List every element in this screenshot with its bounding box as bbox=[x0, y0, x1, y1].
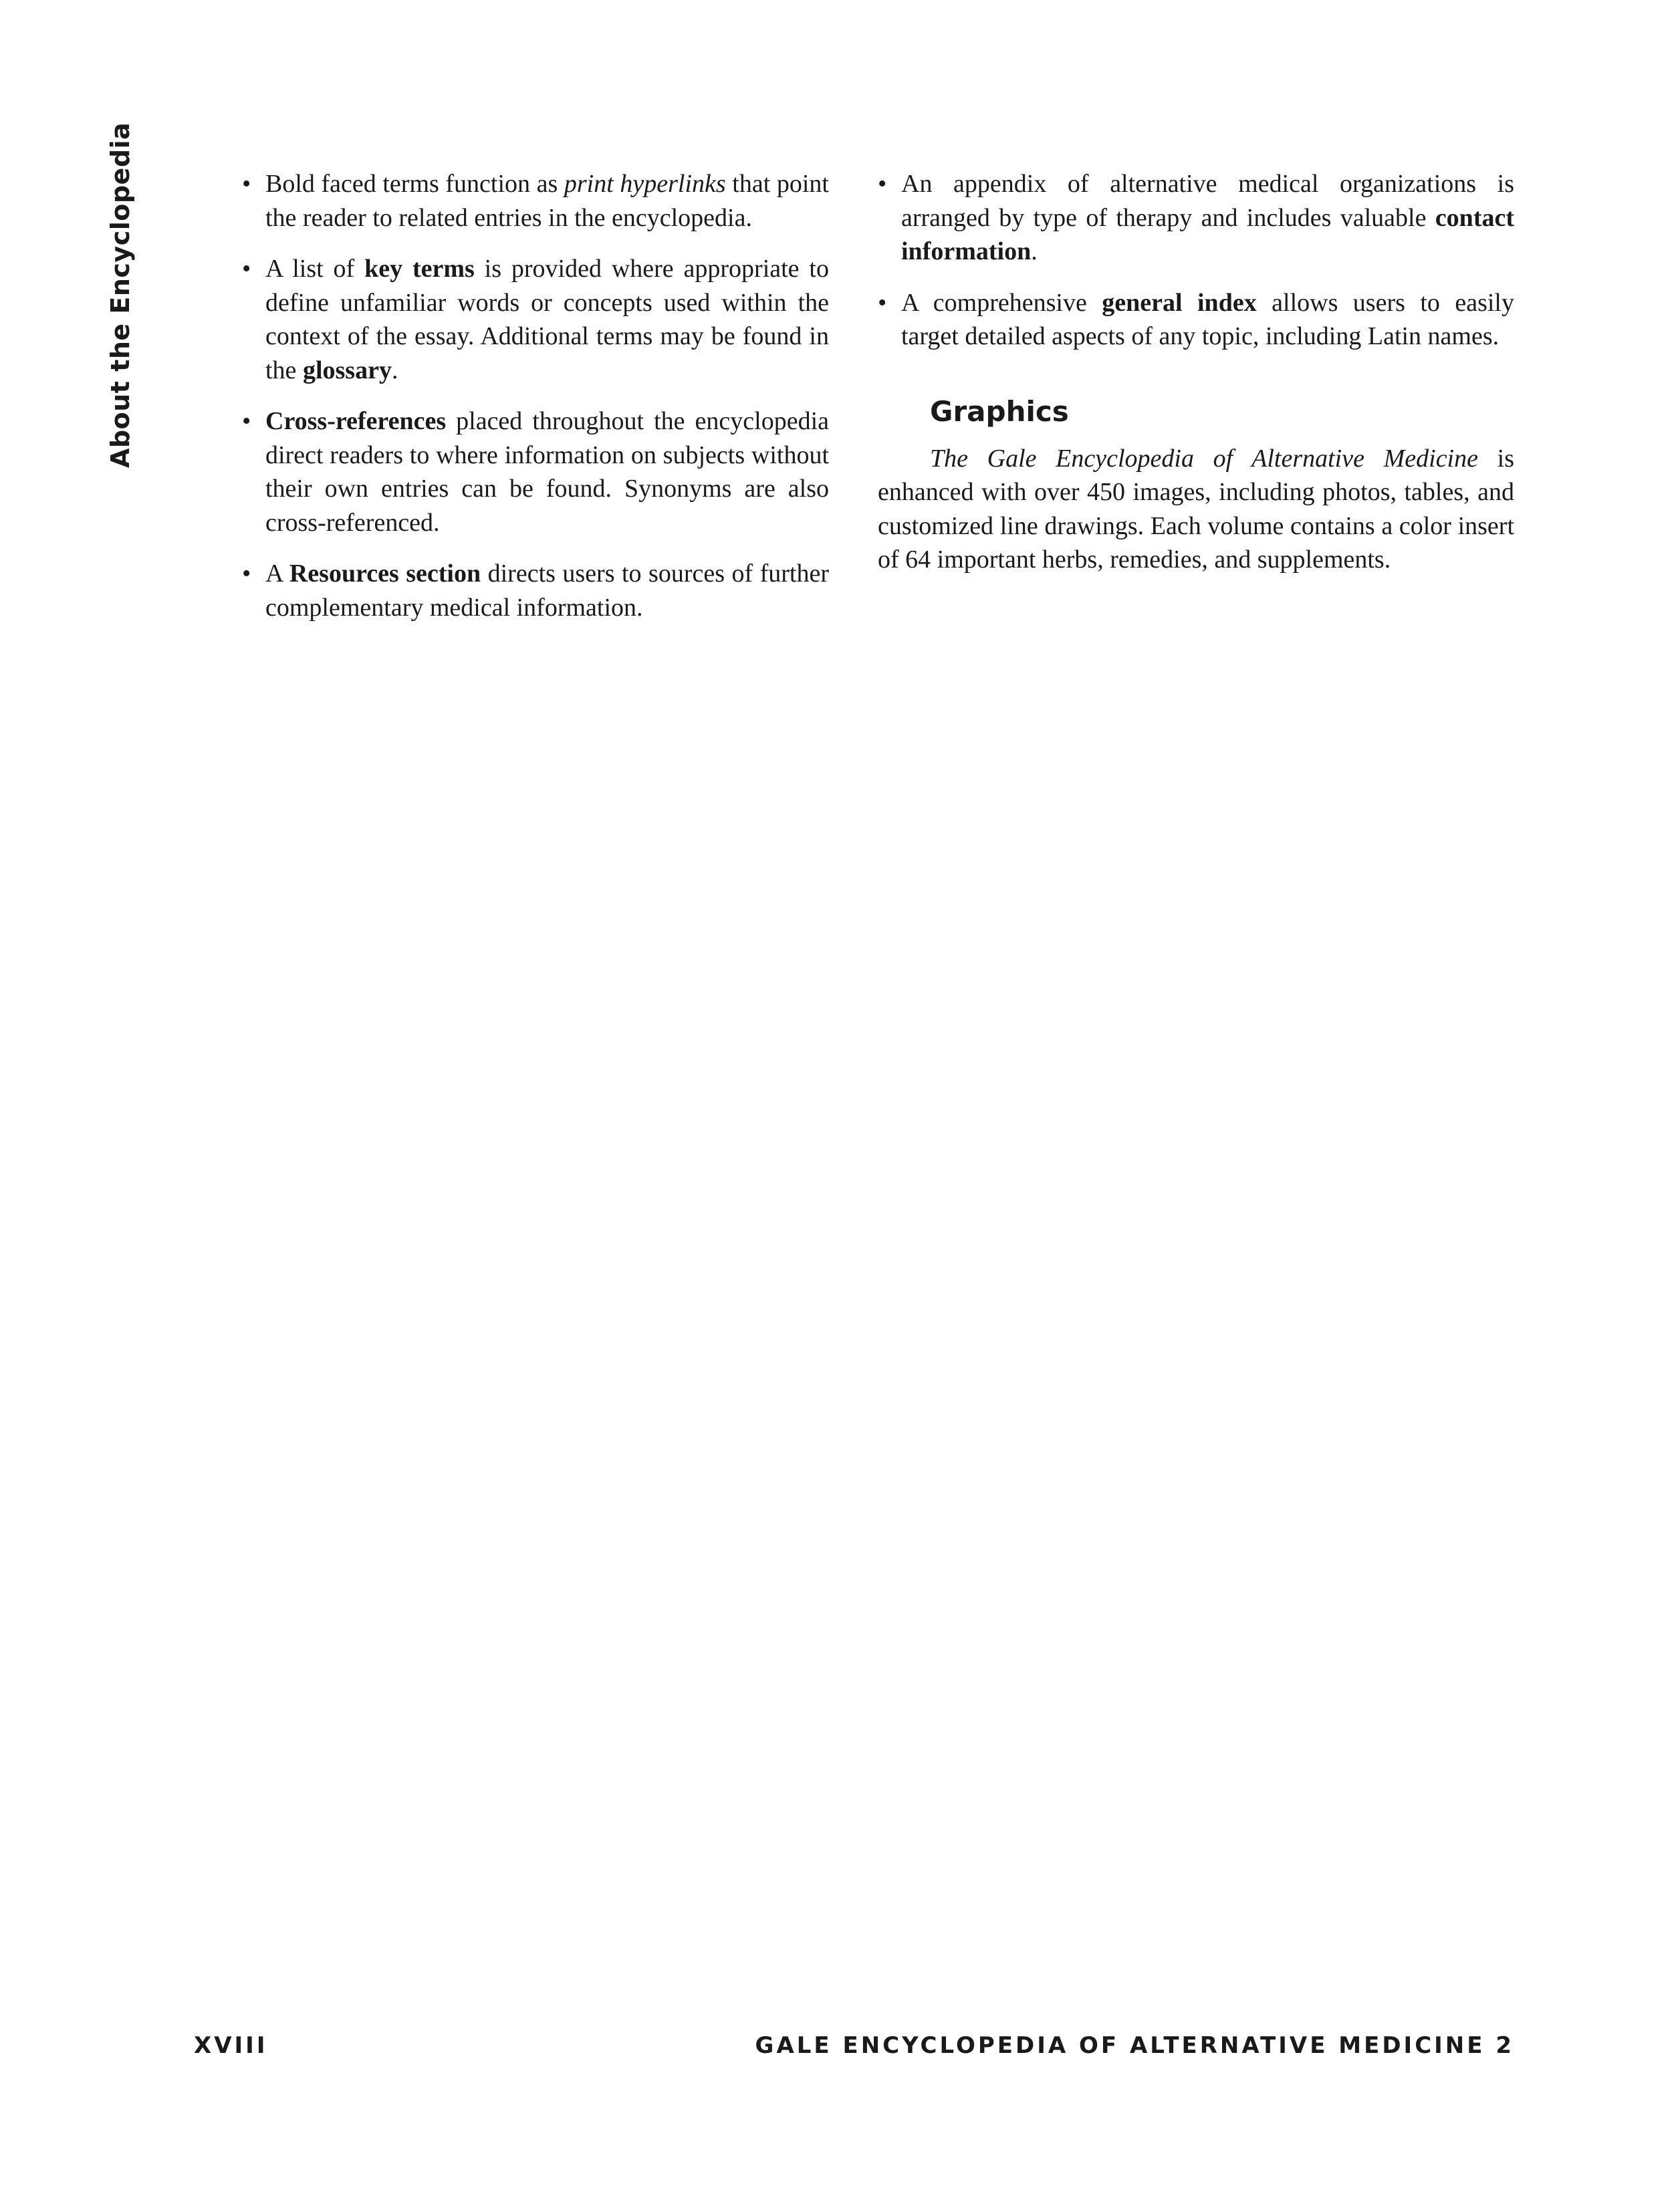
section-heading: Graphics bbox=[930, 394, 1069, 428]
bold-term: Cross-references bbox=[265, 407, 447, 435]
text-run: is provided where appropriate to define unfamiliar words or concepts used within the context of the essay. Additional terms may be found in the bbox=[265, 255, 829, 384]
text-run: A comprehensive bbox=[901, 288, 1102, 317]
text-run: Bold faced terms function as bbox=[265, 170, 564, 198]
text-run: A bbox=[265, 560, 289, 588]
list-item bbox=[878, 167, 1514, 269]
right-feature-list bbox=[878, 167, 1514, 354]
left-column bbox=[242, 167, 829, 642]
list-item bbox=[242, 252, 829, 387]
text-run: allows users to easily target detailed aspects of any topic, including Latin names. bbox=[901, 288, 1514, 350]
text-run: An appendix of alternative medical organizations is arranged by type of therapy and includes valuable bbox=[901, 170, 1514, 232]
bold-term: general index bbox=[1102, 288, 1257, 317]
text-run: placed throughout the encyclopedia direct readers to where information on subjects without their own entries can be found. Synonyms are also cross-referenced. bbox=[265, 407, 829, 537]
list-item bbox=[242, 167, 829, 235]
italic-text: print hyperlinks bbox=[564, 170, 726, 198]
text-run: . bbox=[391, 356, 398, 384]
text-run: directs users to sources of further complementary medical information. bbox=[265, 560, 830, 622]
list-item bbox=[878, 286, 1514, 354]
graphics-paragraph bbox=[878, 442, 1514, 577]
bold-term: key terms bbox=[364, 255, 475, 283]
text-run: is enhanced with over 450 images, including photos, tables, and customized line drawings. Each volume contains a color insert of 64 important herbs, remedies, and supplements. bbox=[878, 444, 1514, 574]
text-run: A list of bbox=[265, 255, 365, 283]
page-number: XVIII bbox=[194, 2032, 268, 2059]
list-item bbox=[242, 404, 829, 539]
running-section-label: About the Encyclopedia bbox=[106, 122, 135, 468]
right-column bbox=[878, 167, 1514, 577]
italic-text: The Gale Encyclopedia of Alternative Medicine bbox=[930, 444, 1478, 473]
bold-term: Resources section bbox=[289, 560, 481, 588]
bold-term: glossary bbox=[302, 356, 392, 384]
book-title-footer: GALE ENCYCLOPEDIA OF ALTERNATIVE MEDICINE 2 bbox=[755, 2032, 1514, 2059]
left-feature-list bbox=[242, 167, 829, 624]
list-item bbox=[242, 557, 829, 624]
text-run: . bbox=[1031, 237, 1038, 265]
bold-term: contact information bbox=[901, 203, 1514, 265]
text-run: that point the reader to related entries in the encyclopedia. bbox=[265, 170, 829, 232]
